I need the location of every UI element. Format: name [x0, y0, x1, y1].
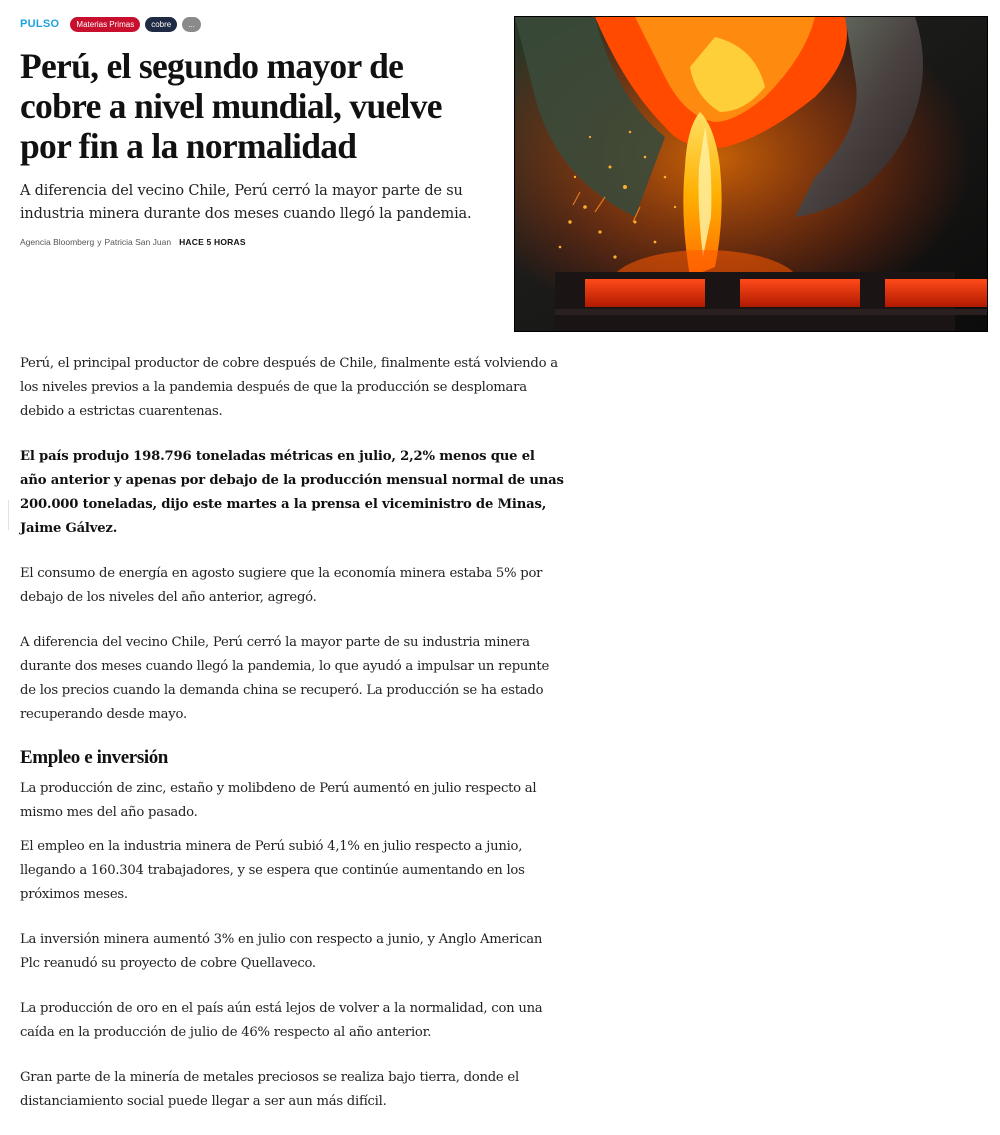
tag-bar — [20, 14, 490, 34]
paragraph: El empleo en la industria minera de Perú subió 4,1% en julio respecto a junio, llegando a 160.304 trabajadores, y se espera que continúe aumentando en los próximos meses. — [20, 839, 525, 902]
section-link[interactable]: PULSO — [20, 18, 60, 30]
lead-paragraph: A diferencia del vecino Chile, Perú cerró la mayor parte de su industria minera durante dos meses cuando llegó la pandemia. — [20, 183, 472, 222]
hero-image — [514, 16, 988, 332]
byline-conjunction: y — [97, 237, 102, 247]
article-body — [20, 352, 565, 1135]
paragraph: La producción de zinc, estaño y molibdeno de Perú aumentó en julio respecto al mismo mes del año pasado. — [20, 781, 537, 820]
publish-time: HACE 5 HORAS — [179, 237, 246, 247]
more-tags-button[interactable]: ... — [182, 17, 201, 32]
margin-marker — [8, 500, 9, 530]
headline: Perú, el segundo mayor de cobre a nivel mundial, vuelve por fin a la normalidad — [20, 46, 442, 166]
paragraph: El consumo de energía en agosto sugiere que la economía minera estaba 5% por debajo de los niveles del año anterior, agregó. — [20, 566, 543, 605]
byline — [20, 237, 490, 247]
paragraph: La inversión minera aumentó 3% en julio con respecto a junio, y Anglo American Plc reanudó su proyecto de cobre Quellaveco. — [20, 932, 543, 971]
paragraph: Perú, el principal productor de cobre después de Chile, finalmente está volviendo a los niveles previos a la pandemia después de que la producción se desplomara debido a estrictas cuarentenas. — [20, 356, 558, 419]
paragraph-highlight: El país produjo 198.796 toneladas métricas en julio, 2,2% menos que el año anterior y apenas por debajo de la producción mensual normal de unas 200.000 toneladas, dijo este martes a la prensa el viceministro de Minas, Jaime Gálvez. — [20, 449, 564, 536]
article-header — [20, 14, 490, 247]
paragraph: A diferencia del vecino Chile, Perú cerró la mayor parte de su industria minera durante dos meses cuando llegó la pandemia, lo que ayudó a impulsar un repunte de los precios cuando la demanda china se recuperó. La producción se ha estado recuperando desde mayo. — [20, 635, 550, 722]
author-link[interactable]: Patricia San Juan — [104, 237, 172, 247]
author-link[interactable]: Agencia Bloomberg — [20, 237, 95, 247]
paragraph: Gran parte de la minería de metales preciosos se realiza bajo tierra, donde el distanciamiento social puede llegar a ser aun más difícil. — [20, 1070, 519, 1109]
tag-materias-primas[interactable]: Materias Primas — [70, 17, 140, 32]
section-heading: Empleo e inversión — [20, 747, 168, 768]
molten-metal-photo — [515, 17, 987, 331]
tag-cobre[interactable]: cobre — [145, 17, 177, 32]
paragraph: La producción de oro en el país aún está lejos de volver a la normalidad, con una caída en la producción de julio de 46% respecto al año anterior. — [20, 1001, 543, 1040]
